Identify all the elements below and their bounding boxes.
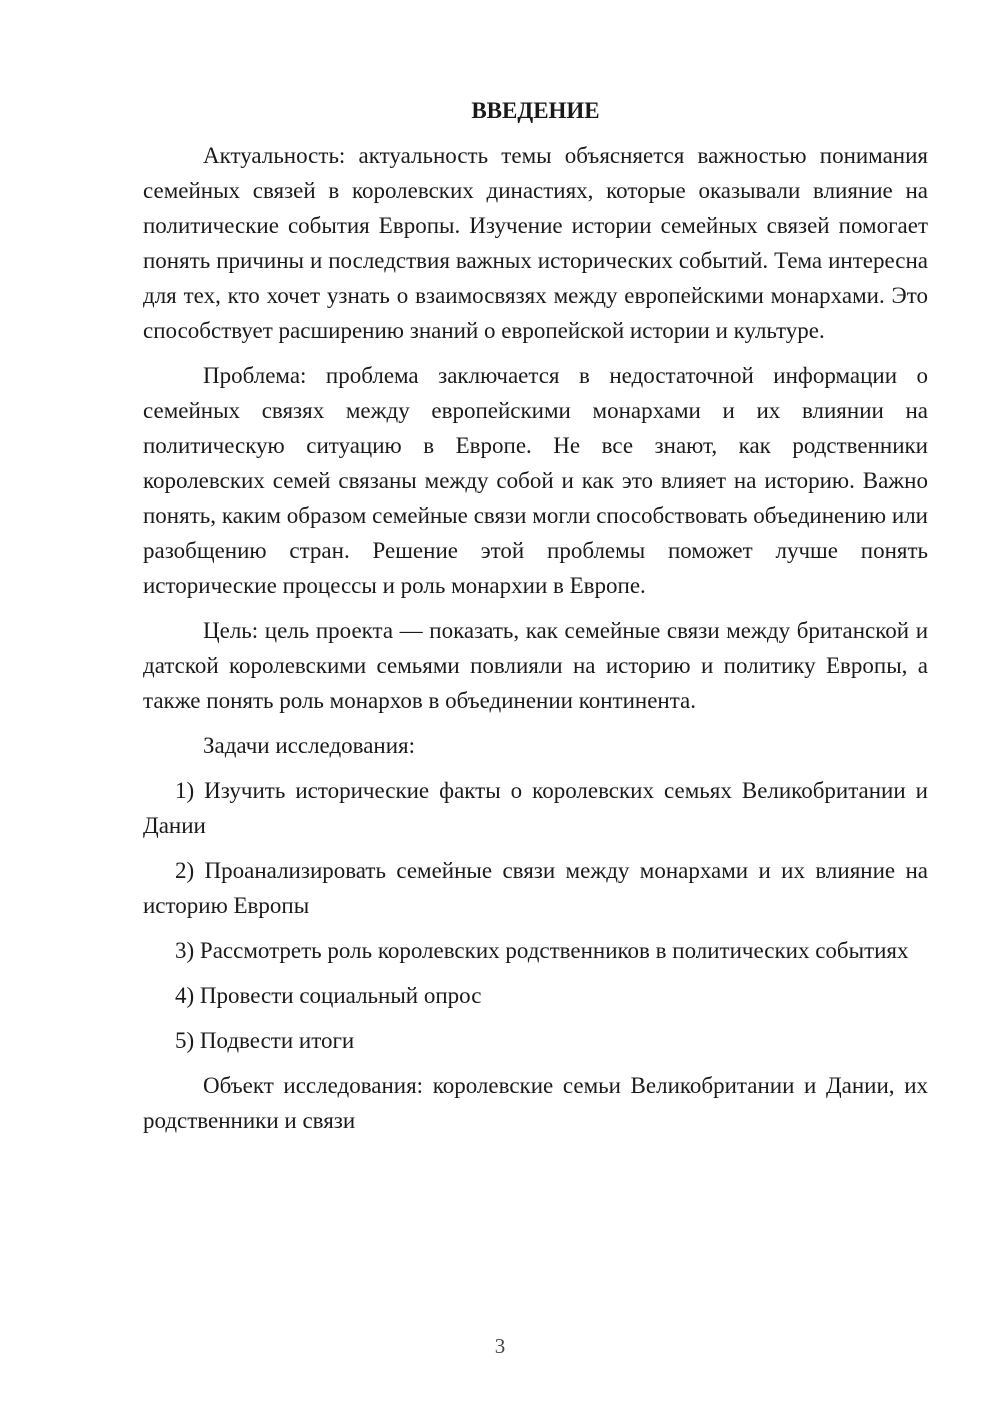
object-paragraph: Объект исследования: королевские семьи Великобритании и Дании, их родственники и связи (143, 1073, 928, 1133)
task-item-2: 2) Проанализировать семейные связи между монархами и их влияние на историю Европы (143, 858, 928, 918)
task-item-1: 1) Изучить исторические факты о королевских семьях Великобритании и Дании (143, 778, 928, 838)
tasks-heading: Задачи исследования: (203, 733, 416, 758)
page-number: 3 (494, 1334, 506, 1358)
relevance-paragraph: Актуальность: актуальность темы объясняется важностью понимания семейных связей в королевских династиях, которые оказывали влияние на политические события Европы. Изучение истории семейных связей помогает понять причины и последствия важных исторических событий. Тема интересна для тех, кто хочет узнать о взаимосвязях между европейскими монархами. Это способствует расширению знаний о европейской истории и культуре. (143, 143, 928, 343)
problem-paragraph: Проблема: проблема заключается в недостаточной информации о семейных связях между европейскими монархами и их влиянии на политическую ситуацию в Европе. Не все знают, как родственники королевских семей связаны между собой и как это влияет на историю. Важно понять, каким образом семейные связи могли способствовать объединению или разобщению стран. Решение этой проблемы поможет лучше понять исторические процессы и роль монархии в Европе. (143, 363, 928, 598)
task-item-3: 3) Рассмотреть роль королевских родственников в политических событиях (175, 938, 909, 963)
task-item-5: 5) Подвести итоги (175, 1028, 355, 1053)
task-item-4: 4) Провести социальный опрос (175, 983, 482, 1008)
section-title: ВВЕДЕНИЕ (471, 98, 600, 123)
tasks-list (143, 773, 928, 1058)
page-content (143, 96, 928, 1148)
goal-paragraph: Цель: цель проекта — показать, как семейные связи между британской и датской королевскими семьями повлияли на историю и политику Европы, а также понять роль монархов в объединении континента. (143, 618, 928, 713)
